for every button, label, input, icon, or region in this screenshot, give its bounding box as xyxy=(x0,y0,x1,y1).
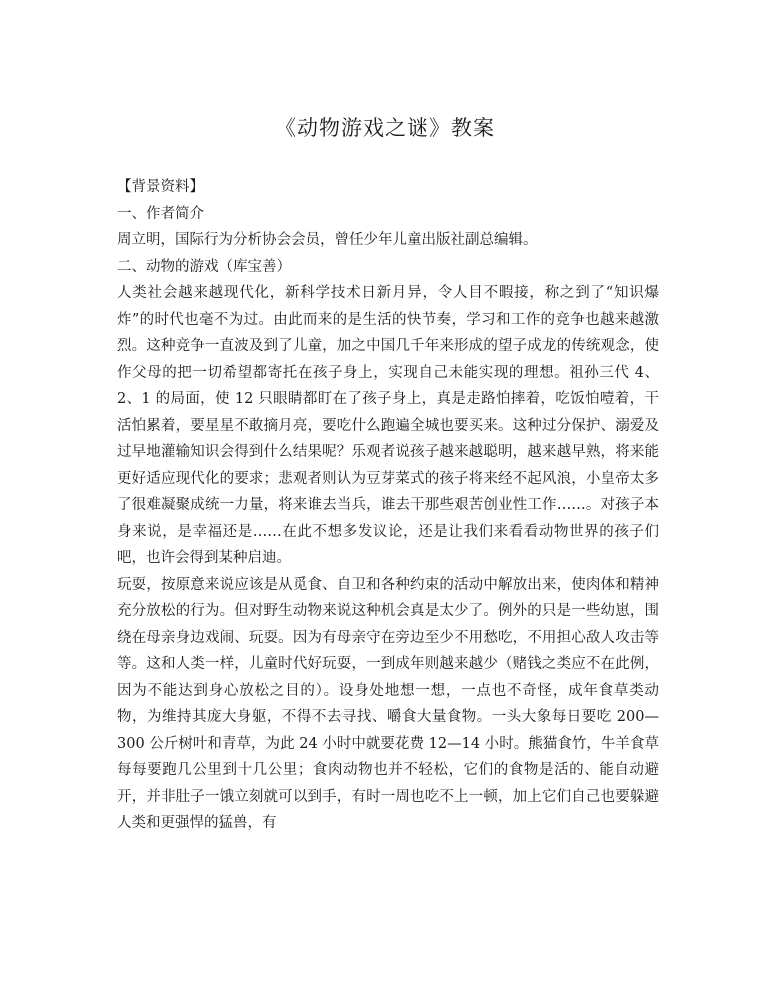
section-heading-background: 【背景资料】 xyxy=(117,179,204,195)
section-heading-author: 一、作者简介 xyxy=(117,205,204,222)
paragraph-author-bio: 周立明，国际行为分析协会会员，曾任少年儿童出版社副总编辑。 xyxy=(117,232,538,248)
section-heading-animal-games: 二、动物的游戏（库宝善） xyxy=(117,258,291,275)
paragraph-modern-society: 人类社会越来越现代化，新科学技术日新月异，令人目不暇接，称之到了“知识爆炸”的时代也毫不为过。由此而来的是生活的快节奏，学习和工作的竞争也越来越激烈。这种竞争一直波及到了儿童，加之中国几千年来形成的望子成龙的传统观念，使作父母的把一切希望都寄托在孩子身上，实现自己未能实现的理想。祖孙三代 4、2、1 的局面，使 12 只眼睛都盯在了孩子身上，真是走路怕摔着，吃饭怕噎着，干活怕累着，要星星不敢摘月亮，要吃什么跑遍全城也要买来。这种过分保护、溺爱及过早地灌输知识会得到什么结果呢？乐观者说孩子越来越聪明，越来越早熟，将来能更好适应现代化的要求；悲观者则认为豆芽菜式的孩子将来经不起风浪，小皇帝太多了很难凝聚成统一力量，将来谁去当兵，谁去干那些艰苦创业性工作……。对孩子本身来说，是幸福还是……在此不想多发议论，还是让我们来看看动物世界的孩子们吧，也许会得到某种启迪。 xyxy=(117,285,659,566)
document-body xyxy=(117,174,659,837)
paragraph-play: 玩耍，按原意来说应该是从觅食、自卫和各种约束的活动中解放出来，使肉体和精神充分放松的行为。但对野生动物来说这种机会真是太少了。例外的只是一些幼崽，围绕在母亲身边戏闹、玩耍。因为有母亲守在旁边至少不用愁吃，不用担心敌人攻击等等。这和人类一样，儿童时代好玩耍，一到成年则越来越少（赌钱之类应不在此例，因为不能达到身心放松之目的）。设身处地想一想，一点也不奇怪，成年食草类动物，为维持其庞大身躯，不得不去寻找、嚼食大量食物。一头大象每日要吃 200—300 公斤树叶和青草，为此 24 小时中就要花费 12—14 小时。熊猫食竹，牛羊食草每每要跑几公里到十几公里；食肉动物也并不轻松，它们的食物是活的、能自动避开，并非肚子一饿立刻就可以到手，有时一周也吃不上一顿，加上它们自己也要躲避人类和更强悍的猛兽，有 xyxy=(117,576,659,831)
document-title: 《动物游戏之谜》教案 xyxy=(275,116,495,140)
